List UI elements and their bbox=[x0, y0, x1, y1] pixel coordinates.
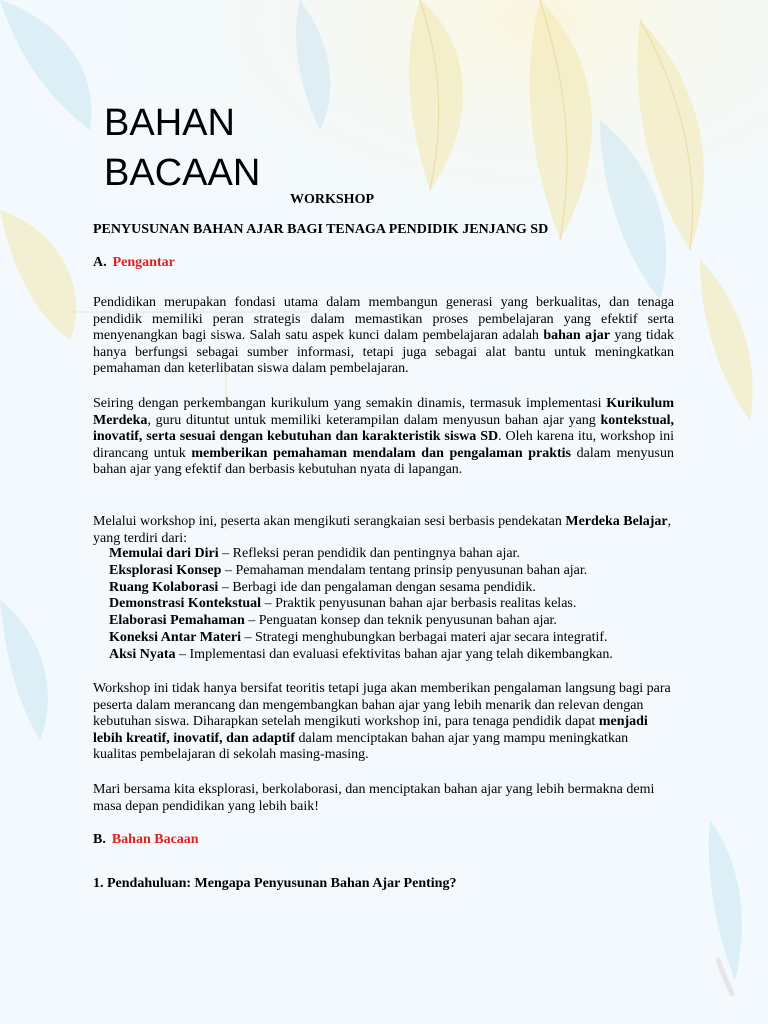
section-a-letter: A. bbox=[93, 255, 107, 270]
list-item bbox=[109, 546, 684, 563]
section-a-heading bbox=[93, 255, 175, 271]
session-list bbox=[109, 546, 684, 664]
session-desc: – Berbagi ide dan pengalaman dengan sesama pendidik. bbox=[218, 579, 536, 595]
section-b-label: Bahan Bacaan bbox=[111, 832, 199, 847]
bold-text: Merdeka Belajar bbox=[565, 514, 668, 529]
text-run: Melalui workshop ini, peserta akan mengikuti serangkaian sesi berbasis pendekatan bbox=[93, 514, 566, 529]
session-desc: – Praktik penyusunan bahan ajar berbasis realitas kelas. bbox=[261, 596, 577, 612]
bold-text: bahan ajar bbox=[543, 328, 610, 344]
paragraph-closing: Mari bersama kita eksplorasi, berkolaborasi, dan menciptakan bahan ajar yang lebih bermakna demi masa depan pendidikan yang lebih baik! bbox=[93, 782, 655, 814]
section-b-heading bbox=[93, 832, 199, 848]
session-desc: – Implementasi dan evaluasi efektivitas bahan ajar yang telah dikembangkan. bbox=[175, 646, 613, 662]
text-run: , guru dituntut untuk memiliki keterampilan dalam menyusun bahan ajar yang bbox=[147, 412, 601, 428]
session-name: Memulai dari Diri bbox=[109, 546, 219, 561]
bold-text: Kurikulum Merdeka bbox=[93, 396, 674, 428]
session-name: Ruang Kolaborasi bbox=[109, 579, 219, 595]
text-run: Pendidikan merupakan fondasi utama dalam membangun generasi yang berkualitas, dan tenaga pendidik memiliki peran strategis dalam memastikan proses pembelajaran yang efektif serta menyenangkan bagi siswa. Salah satu aspek kunci dalam pembelajaran adalah bbox=[93, 295, 674, 344]
workshop-label: WORKSHOP bbox=[290, 192, 375, 207]
text-run: , yang terdiri dari: bbox=[93, 514, 672, 546]
paragraph-intro bbox=[93, 295, 674, 378]
paragraph-sessions-intro bbox=[93, 514, 674, 547]
section-a-label: Pengantar bbox=[112, 255, 175, 270]
bold-text: kontekstual, inovatif, serta sesuai dengan kebutuhan dan karakteristik siswa SD bbox=[93, 412, 674, 445]
list-item bbox=[109, 630, 684, 647]
title-line-2: BACAAN bbox=[104, 152, 261, 194]
subheading-introduction: 1. Pendahuluan: Mengapa Penyusunan Bahan Ajar Penting? bbox=[93, 876, 457, 891]
text-run: dalam menyusun bahan ajar yang efektif dan berbasis kebutuhan nyata di lapangan. bbox=[93, 445, 675, 478]
list-item bbox=[109, 580, 684, 597]
session-name: Eksplorasi Konsep bbox=[109, 562, 222, 578]
session-name: Aksi Nyata bbox=[109, 646, 176, 662]
bold-text: memberikan pemahaman mendalam dan pengalaman praktis bbox=[191, 445, 572, 461]
paragraph-curriculum bbox=[93, 396, 674, 479]
session-desc: – Refleksi peran pendidik dan pentingnya bahan ajar. bbox=[218, 546, 520, 561]
text-run: dalam menciptakan bahan ajar yang mampu meningkatkan kualitas pembelajaran di sekolah masing-masing. bbox=[93, 730, 629, 763]
document-subtitle: PENYUSUNAN BAHAN AJAR BAGI TENAGA PENDIDIK JENJANG SD bbox=[93, 222, 549, 237]
document-title bbox=[104, 98, 260, 198]
text-run: Workshop ini tidak hanya bersifat teoritis tetapi juga akan memberikan pengalaman langsung bagi para peserta dalam merancang dan mengembangkan bahan ajar yang lebih menarik dan relevan dengan kebutuhan siswa. Diharapkan setelah mengikuti workshop ini, para tenaga pendidik dapat bbox=[93, 681, 671, 730]
session-desc: – Pemahaman mendalam tentang prinsip penyusunan bahan ajar. bbox=[221, 562, 588, 578]
session-name: Koneksi Antar Materi bbox=[109, 629, 241, 645]
paragraph-workshop-benefits bbox=[93, 681, 674, 764]
list-item bbox=[109, 596, 684, 613]
title-line-1: BAHAN bbox=[104, 102, 235, 144]
session-desc: – Strategi menghubungkan berbagai materi ajar secara integratif. bbox=[240, 629, 608, 645]
bold-text: menjadi lebih kreatif, inovatif, dan adaptif bbox=[93, 714, 648, 746]
text-run: . Oleh karena itu, workshop ini dirancang untuk bbox=[93, 429, 675, 461]
text-run: yang tidak hanya berfungsi sebagai sumber informasi, tetapi juga sebagai alat bantu untuk meningkatkan pemahaman dan keterlibatan siswa dalam pembelajaran. bbox=[93, 328, 675, 377]
list-item bbox=[109, 647, 684, 664]
text-run: Seiring dengan perkembangan kurikulum yang semakin dinamis, termasuk implementasi bbox=[93, 396, 607, 411]
session-desc: – Penguatan konsep dan teknik penyusunan bahan ajar. bbox=[244, 613, 557, 629]
session-name: Elaborasi Pemahaman bbox=[109, 613, 245, 629]
list-item bbox=[109, 563, 684, 580]
section-b-letter: B. bbox=[93, 832, 106, 847]
session-name: Demonstrasi Kontekstual bbox=[109, 596, 262, 612]
list-item bbox=[109, 613, 684, 630]
